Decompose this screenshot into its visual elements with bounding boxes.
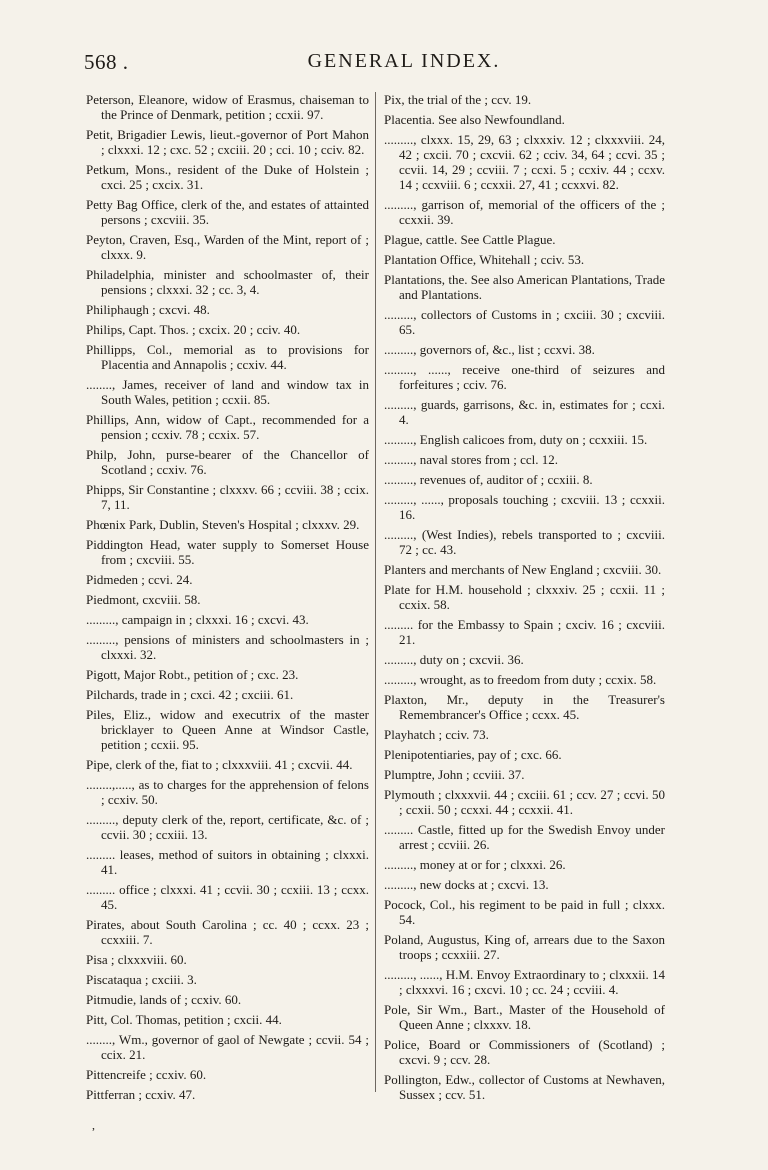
index-entry: ........, Wm., governor of gaol of Newgate ; ccvii. 54 ; ccix. 21. [86,1032,369,1062]
footer-mark: , [92,1118,95,1132]
index-entry: Pisa ; clxxxviii. 60. [86,952,187,967]
index-entry: Pix, the trial of the ; ccv. 19. [384,92,532,107]
index-entry: Phillipps, Col., memorial as to provisions for Placentia and Annapolis ; ccxiv. 44. [86,342,369,372]
index-entry: Piddington Head, water supply to Somerset House from ; cxcviii. 55. [86,537,369,567]
index-column-right [384,92,665,1107]
index-entry: ........., garrison of, memorial of the officers of the ; ccxxii. 39. [384,197,665,227]
index-entry: Phipps, Sir Constantine ; clxxxv. 66 ; ccviii. 38 ; ccix. 7, 11. [86,482,369,512]
index-entry: ......... office ; clxxxi. 41 ; ccvii. 30 ; ccxiii. 13 ; ccxx. 45. [86,882,369,912]
index-entry: ........., clxxx. 15, 29, 63 ; clxxxiv. 12 ; clxxxviii. 24, 42 ; cxcii. 70 ; cxcvii. 62 ; cciv. 34, 64 ; ccvi. 35 ; ccvii. 14, 29 ; ccviii. 7 ; ccxi. 5 ; ccxiv. 44 ; ccxv. 14 ; ccxviii. 6 ; ccxxii. 27, 41 ; ccxxvi. 82. [384,132,665,192]
index-entry: Peyton, Craven, Esq., Warden of the Mint, report of ; clxxx. 9. [86,232,369,262]
index-entry: Philp, John, purse-bearer of the Chancellor of Scotland ; ccxiv. 76. [86,447,369,477]
index-entry: ........., guards, garrisons, &c. in, estimates for ; ccxi. 4. [384,397,665,427]
index-entry: Plenipotentiaries, pay of ; cxc. 66. [384,747,562,762]
index-entry: Poland, Augustus, King of, arrears due to the Saxon troops ; ccxxiii. 27. [384,932,665,962]
index-entry: ........., new docks at ; cxcvi. 13. [384,877,549,892]
index-entry: Piles, Eliz., widow and executrix of the master bricklayer to Queen Anne at Windsor Castle, petition ; ccxii. 95. [86,707,369,752]
index-entry: Phillips, Ann, widow of Capt., recommended for a pension ; ccxiv. 78 ; ccxix. 57. [86,412,369,442]
index-entry: Philips, Capt. Thos. ; cxcix. 20 ; cciv. 40. [86,322,301,337]
index-entry: Plymouth ; clxxxvii. 44 ; cxciii. 61 ; ccv. 27 ; ccvi. 50 ; ccxii. 50 ; ccxxi. 44 ; ccxxii. 41. [384,787,665,817]
index-entry: ........., money at or for ; clxxxi. 26. [384,857,566,872]
index-entry: Pipe, clerk of the, fiat to ; clxxxviii. 41 ; cxcvii. 44. [86,757,353,772]
index-entry: Placentia. See also Newfoundland. [384,112,565,127]
index-entry: Police, Board or Commissioners of (Scotland) ; cxcvi. 9 ; ccv. 28. [384,1037,665,1067]
index-entry: Petit, Brigadier Lewis, lieut.-governor of Port Mahon ; clxxxi. 12 ; cxc. 52 ; cxciii. 20 ; cci. 10 ; cciv. 82. [86,127,369,157]
index-entry: Pitmudie, lands of ; ccxiv. 60. [86,992,242,1007]
index-entry: ........., duty on ; cxcvii. 36. [384,652,524,667]
index-entry: ........, James, receiver of land and window tax in South Wales, petition ; ccxii. 85. [86,377,369,407]
index-entry: Peterson, Eleanore, widow of Erasmus, chaiseman to the Prince of Denmark, petition ; ccxii. 97. [86,92,369,122]
index-column-left [86,92,369,1107]
index-entry: Plate for H.M. household ; clxxxiv. 25 ; ccxii. 11 ; ccxix. 58. [384,582,665,612]
index-entry: Philiphaugh ; cxcvi. 48. [86,302,210,317]
index-entry: ........., revenues of, auditor of ; ccxiii. 8. [384,472,593,487]
index-entry: ......... leases, method of suitors in obtaining ; clxxxi. 41. [86,847,369,877]
index-entry: Plaxton, Mr., deputy in the Treasurer's Remembrancer's Office ; ccxx. 45. [384,692,665,722]
index-entry: ........., wrought, as to freedom from duty ; ccxix. 58. [384,672,657,687]
index-entry: Pitt, Col. Thomas, petition ; cxcii. 44. [86,1012,282,1027]
column-divider [375,92,376,1092]
index-entry: Piedmont, cxcviii. 58. [86,592,201,607]
index-entry: Playhatch ; cciv. 73. [384,727,489,742]
index-entry: Philadelphia, minister and schoolmaster of, their pensions ; clxxxi. 32 ; cc. 3, 4. [86,267,369,297]
index-entry: Phœnix Park, Dublin, Steven's Hospital ; clxxxv. 29. [86,517,360,532]
index-entry: ........., collectors of Customs in ; cxciii. 30 ; cxcviii. 65. [384,307,665,337]
index-entry: ........., naval stores from ; ccl. 12. [384,452,559,467]
index-entry: Plumptre, John ; ccviii. 37. [384,767,525,782]
index-entry: Petkum, Mons., resident of the Duke of Holstein ; cxci. 25 ; cxcix. 31. [86,162,369,192]
index-entry: Pollington, Edw., collector of Customs at Newhaven, Sussex ; ccv. 51. [384,1072,665,1102]
index-entry: Pirates, about South Carolina ; cc. 40 ; ccxx. 23 ; ccxxiii. 7. [86,917,369,947]
index-entry: Plantations, the. See also American Plantations, Trade and Plantations. [384,272,665,302]
index-entry: Plantation Office, Whitehall ; cciv. 53. [384,252,585,267]
index-entry: ......... Castle, fitted up for the Swedish Envoy under arrest ; ccviii. 26. [384,822,665,852]
index-entry: ........., pensions of ministers and schoolmasters in ; clxxxi. 32. [86,632,369,662]
index-entry: Piscataqua ; cxciii. 3. [86,972,197,987]
index-entry: ........,....., as to charges for the apprehension of felons ; ccxiv. 50. [86,777,369,807]
page-number: 568 . [84,50,129,74]
index-entry: ........., English calicoes from, duty on ; ccxxiii. 15. [384,432,648,447]
index-entry: Plague, cattle. See Cattle Plague. [384,232,556,247]
index-entry: Pittferran ; ccxiv. 47. [86,1087,196,1102]
index-entry: Pittencreife ; ccxiv. 60. [86,1067,207,1082]
index-entry: Pole, Sir Wm., Bart., Master of the Household of Queen Anne ; clxxxv. 18. [384,1002,665,1032]
index-entry: ........., ......, proposals touching ; cxcviii. 13 ; ccxxii. 16. [384,492,665,522]
page-title: GENERAL INDEX. [307,50,501,72]
index-entry: Planters and merchants of New England ; cxcviii. 30. [384,562,662,577]
index-entry: ........., ......, H.M. Envoy Extraordinary to ; clxxxii. 14 ; clxxxvi. 16 ; cxcvi. 10 ; cc. 24 ; ccviii. 4. [384,967,665,997]
index-entry: Pilchards, trade in ; cxci. 42 ; cxciii. 61. [86,687,294,702]
index-entry: ........., governors of, &c., list ; ccxvi. 38. [384,342,595,357]
index-entry: ......... for the Embassy to Spain ; cxciv. 16 ; cxcviii. 21. [384,617,665,647]
index-entry: ........., ......, receive one-third of seizures and forfeitures ; cciv. 76. [384,362,665,392]
index-entry: ........., deputy clerk of the, report, certificate, &c. of ; ccvii. 30 ; ccxiii. 13. [86,812,369,842]
index-entry: Pigott, Major Robt., petition of ; cxc. 23. [86,667,299,682]
index-entry: Pocock, Col., his regiment to be paid in full ; clxxx. 54. [384,897,665,927]
index-entry: Pidmeden ; ccvi. 24. [86,572,193,587]
index-entry: ........., campaign in ; clxxxi. 16 ; cxcvi. 43. [86,612,309,627]
index-entry: ........., (West Indies), rebels transported to ; cxcviii. 72 ; cc. 43. [384,527,665,557]
index-entry: Petty Bag Office, clerk of the, and estates of attainted persons ; cxcviii. 35. [86,197,369,227]
